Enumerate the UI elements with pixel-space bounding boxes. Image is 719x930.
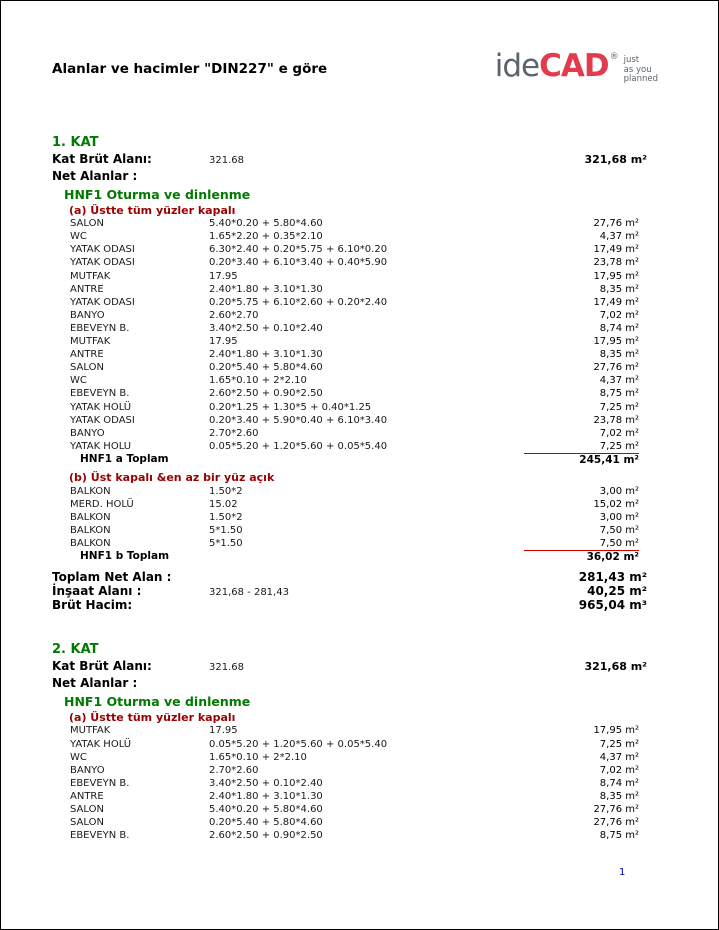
area-row (52, 309, 647, 322)
gross-area-value: 321,68 m² (584, 659, 647, 673)
area-formula: 17.95 (209, 725, 238, 737)
area-row (52, 724, 647, 737)
area-value: 4,37 m² (599, 375, 639, 387)
area-formula: 0.20*3.40 + 5.90*0.40 + 6.10*3.40 (209, 414, 388, 426)
area-value: 27,76 m² (593, 218, 639, 230)
floor-section (52, 135, 647, 613)
area-formula: 0.20*5.75 + 6.10*2.60 + 0.20*2.40 (209, 296, 388, 308)
area-value: 27,76 m² (593, 803, 639, 815)
area-formula: 5.40*0.20 + 5.80*4.60 (209, 218, 323, 230)
idecad-logo (494, 48, 658, 85)
area-value: 7,25 m² (599, 440, 639, 452)
hnf-heading: HNF1 Oturma ve dinlenme (64, 186, 251, 202)
logo-tagline-line: planned (623, 74, 658, 84)
group-total-value: 245,41 m² (524, 453, 639, 468)
area-value: 4,37 m² (599, 231, 639, 243)
summary-label: İnşaat Alanı : (52, 584, 142, 599)
room-name: BANYO (70, 764, 105, 776)
area-row (52, 322, 647, 335)
page-title: Alanlar ve hacimler "DIN227" e göre (52, 61, 328, 77)
report-body (1, 85, 718, 843)
room-name: EBEVEYN B. (70, 830, 130, 842)
room-name: WC (70, 231, 87, 243)
room-name: YATAK HOLÜ (70, 401, 132, 413)
area-row (52, 829, 647, 842)
net-areas-label: Net Alanlar : (52, 169, 138, 184)
hnf-heading: HNF1 Oturma ve dinlenme (64, 693, 251, 709)
area-row (52, 243, 647, 256)
area-row (52, 777, 647, 790)
area-value: 7,50 m² (599, 525, 639, 537)
net-areas-row (52, 169, 647, 187)
area-row (52, 537, 647, 550)
area-formula: 2.60*2.50 + 0.90*2.50 (209, 388, 323, 400)
room-name: YATAK ODASI (70, 296, 135, 308)
room-name: YATAK ODASI (70, 257, 135, 269)
logo-tagline (624, 56, 658, 85)
area-row (52, 738, 647, 751)
area-formula: 5.40*0.20 + 5.80*4.60 (209, 803, 323, 815)
area-value: 17,49 m² (593, 296, 639, 308)
area-row (52, 816, 647, 829)
area-row (52, 230, 647, 243)
area-formula: 3.40*2.50 + 0.10*2.40 (209, 777, 323, 789)
area-row (52, 751, 647, 764)
area-formula: 2.40*1.80 + 3.10*1.30 (209, 790, 323, 802)
area-value: 3,00 m² (599, 512, 639, 524)
room-name: ANTRE (70, 349, 104, 361)
area-row (52, 283, 647, 296)
area-formula: 3.40*2.50 + 0.10*2.40 (209, 322, 323, 334)
area-formula: 2.60*2.50 + 0.90*2.50 (209, 830, 323, 842)
area-value: 27,76 m² (593, 362, 639, 374)
area-formula: 17.95 (209, 270, 238, 282)
room-name: MUTFAK (70, 336, 111, 348)
area-row (52, 803, 647, 816)
net-areas-label: Net Alanlar : (52, 676, 138, 691)
gross-area-formula: 321.68 (209, 661, 244, 673)
room-name: YATAK ODASI (70, 414, 135, 426)
page-number: 1 (619, 867, 626, 878)
logo-tagline-line: just (623, 55, 640, 65)
area-row (52, 348, 647, 361)
area-row (52, 511, 647, 524)
group-subheading: (a) Üstte tüm yüzler kapalı (69, 710, 236, 724)
floor-heading: 2. KAT (52, 641, 99, 657)
logo-wordmark (494, 48, 609, 84)
area-value: 23,78 m² (593, 414, 639, 426)
room-name: EBEVEYN B. (70, 777, 130, 789)
area-value: 4,37 m² (599, 751, 639, 763)
gross-area-row (52, 152, 647, 170)
summary-value: 40,25 m² (587, 584, 647, 599)
room-name: SALON (70, 817, 104, 829)
report-header (1, 1, 718, 85)
area-formula: 0.20*1.25 + 1.30*5 + 0.40*1.25 (209, 401, 372, 413)
area-formula: 2.40*1.80 + 3.10*1.30 (209, 349, 323, 361)
area-value: 8,35 m² (599, 349, 639, 361)
group-total-label: HNF1 b Toplam (80, 550, 170, 563)
summary-row (52, 598, 647, 612)
area-formula: 15.02 (209, 498, 238, 510)
room-name: BALKON (70, 512, 111, 524)
area-formula: 0.20*5.40 + 5.80*4.60 (209, 362, 323, 374)
area-row (52, 440, 647, 453)
area-formula: 0.20*3.40 + 6.10*3.40 + 0.40*5.90 (209, 257, 388, 269)
room-name: MERD. HOLÜ (70, 498, 134, 510)
summary-value: 965,04 m³ (578, 598, 647, 613)
area-formula: 1.50*2 (209, 512, 243, 524)
floor-heading: 1. KAT (52, 134, 99, 150)
area-formula: 0.20*5.40 + 5.80*4.60 (209, 817, 323, 829)
summary-row (52, 584, 647, 598)
logo-tagline-line: as you (623, 64, 652, 75)
group-total-row (52, 453, 647, 468)
area-value: 7,02 m² (599, 764, 639, 776)
area-row (52, 256, 647, 269)
logo-ide-text: ide (494, 48, 540, 84)
summary-formula: 321,68 - 281,43 (209, 587, 289, 599)
area-value: 8,75 m² (599, 830, 639, 842)
group-subheading: (b) Üst kapalı &en az bir yüz açık (69, 471, 275, 485)
room-name: YATAK HOLU (70, 440, 132, 452)
area-row (52, 270, 647, 283)
summary-row (52, 570, 647, 584)
room-name: EBEVEYN B. (70, 322, 130, 334)
area-value: 7,25 m² (599, 738, 639, 750)
room-name: ANTRE (70, 283, 104, 295)
area-row (52, 485, 647, 498)
summary-value: 281,43 m² (578, 569, 647, 584)
area-formula: 2.70*2.60 (209, 427, 259, 439)
room-name: MUTFAK (70, 725, 111, 737)
area-value: 27,76 m² (593, 817, 639, 829)
floor-summary (52, 570, 647, 613)
area-formula: 5*1.50 (209, 525, 243, 537)
area-row (52, 414, 647, 427)
room-name: BANYO (70, 427, 105, 439)
summary-label: Toplam Net Alan : (52, 569, 172, 584)
floor-section (52, 642, 647, 843)
net-areas-row (52, 676, 647, 694)
area-formula: 1.65*0.10 + 2*2.10 (209, 375, 307, 387)
area-value: 23,78 m² (593, 257, 639, 269)
area-value: 17,95 m² (593, 270, 639, 282)
registered-trademark-icon: ® (609, 52, 619, 62)
room-name: BALKON (70, 538, 111, 550)
logo-cad-text: CAD (539, 48, 609, 84)
area-value: 3,00 m² (599, 485, 639, 497)
area-value: 8,74 m² (599, 322, 639, 334)
area-row (52, 387, 647, 400)
summary-label: Brüt Hacim: (52, 598, 133, 613)
room-name: BALKON (70, 525, 111, 537)
area-formula: 17.95 (209, 336, 238, 348)
area-row (52, 427, 647, 440)
area-value: 7,02 m² (599, 309, 639, 321)
area-formula: 0.05*5.20 + 1.20*5.60 + 0.05*5.40 (209, 738, 388, 750)
area-value: 7,02 m² (599, 427, 639, 439)
area-formula: 2.70*2.60 (209, 764, 259, 776)
group-subheading: (a) Üstte tüm yüzler kapalı (69, 203, 236, 217)
area-value: 8,75 m² (599, 388, 639, 400)
area-formula: 6.30*2.40 + 0.20*5.75 + 6.10*0.20 (209, 244, 388, 256)
area-row (52, 764, 647, 777)
area-row (52, 335, 647, 348)
area-formula: 1.65*0.10 + 2*2.10 (209, 751, 307, 763)
area-value: 7,50 m² (599, 538, 639, 550)
area-row (52, 217, 647, 230)
area-value: 17,95 m² (593, 336, 639, 348)
area-formula: 1.65*2.20 + 0.35*2.10 (209, 231, 323, 243)
area-formula: 2.40*1.80 + 3.10*1.30 (209, 283, 323, 295)
room-name: WC (70, 751, 87, 763)
room-name: BANYO (70, 309, 105, 321)
area-row (52, 790, 647, 803)
area-value: 8,35 m² (599, 283, 639, 295)
gross-area-label: Kat Brüt Alanı: (52, 151, 152, 166)
room-name: YATAK ODASI (70, 244, 135, 256)
gross-area-value: 321,68 m² (584, 152, 647, 166)
room-name: YATAK HOLÜ (70, 738, 132, 750)
area-formula: 1.50*2 (209, 485, 243, 497)
area-value: 7,25 m² (599, 401, 639, 413)
area-row (52, 361, 647, 374)
room-name: EBEVEYN B. (70, 388, 130, 400)
room-name: WC (70, 375, 87, 387)
group-total-value: 36,02 m² (524, 550, 639, 565)
room-name: SALON (70, 362, 104, 374)
group-total-label: HNF1 a Toplam (80, 452, 169, 465)
area-row (52, 524, 647, 537)
area-row (52, 401, 647, 414)
area-row (52, 374, 647, 387)
area-value: 8,74 m² (599, 777, 639, 789)
area-value: 17,49 m² (593, 244, 639, 256)
area-formula: 0.05*5.20 + 1.20*5.60 + 0.05*5.40 (209, 440, 388, 452)
gross-area-formula: 321.68 (209, 154, 244, 166)
gross-area-row (52, 659, 647, 677)
area-formula: 2.60*2.70 (209, 309, 259, 321)
area-value: 15,02 m² (593, 498, 639, 510)
room-name: SALON (70, 803, 104, 815)
room-name: BALKON (70, 485, 111, 497)
area-formula: 5*1.50 (209, 538, 243, 550)
room-name: MUTFAK (70, 270, 111, 282)
area-value: 17,95 m² (593, 725, 639, 737)
room-name: ANTRE (70, 790, 104, 802)
area-row (52, 296, 647, 309)
area-row (52, 498, 647, 511)
group-total-row (52, 550, 647, 565)
room-name: SALON (70, 218, 104, 230)
area-value: 8,35 m² (599, 790, 639, 802)
gross-area-label: Kat Brüt Alanı: (52, 658, 152, 673)
